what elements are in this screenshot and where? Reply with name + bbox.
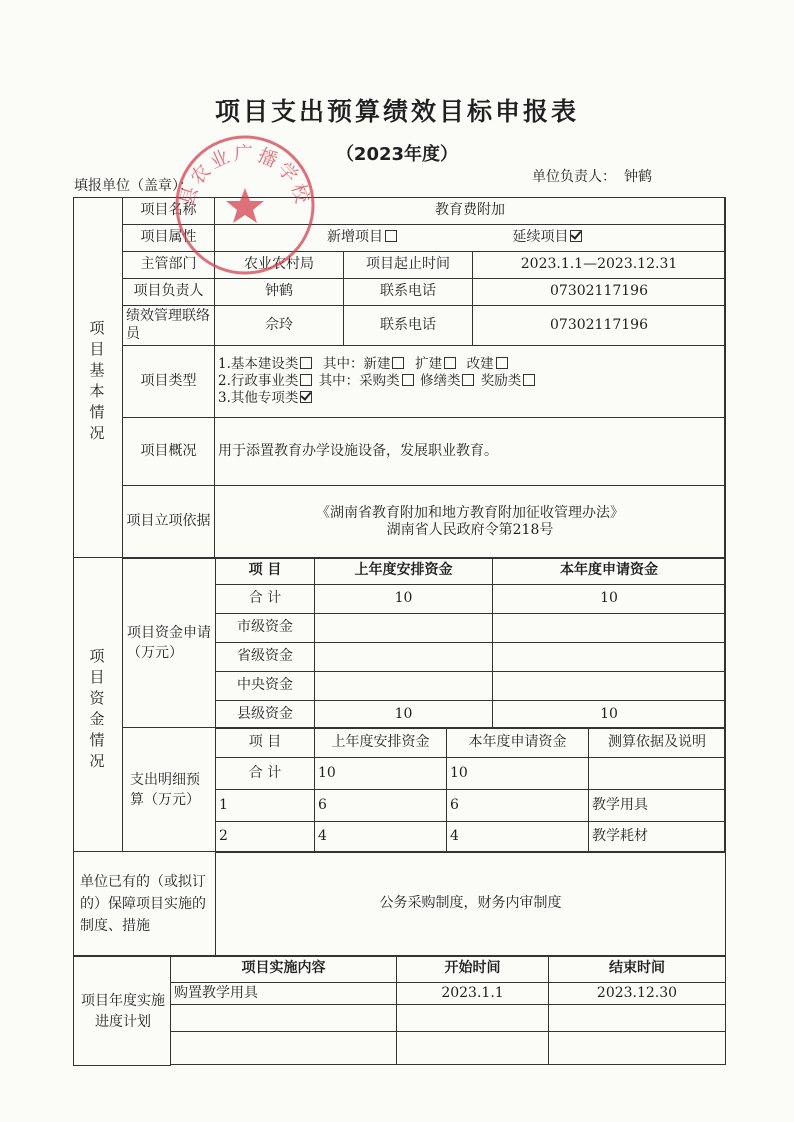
- plan-col-content: 项目实施内容: [171, 956, 397, 983]
- apply-col-last: 上年度安排资金: [315, 558, 493, 585]
- attr-cont-checkbox[interactable]: [570, 230, 582, 242]
- attr-cont-label: 延续项目: [512, 229, 569, 246]
- leader-phone: 07302117196: [473, 279, 726, 306]
- unit-head-name: 钟鹤: [624, 169, 652, 185]
- apply-table: [215, 557, 726, 729]
- type-2-repair-checkbox[interactable]: [462, 374, 474, 386]
- guarantee-label: 单位已有的（或拟订的）保障项目实施的制度、措施: [74, 852, 216, 957]
- attr-new-label: 新增项目: [327, 229, 383, 246]
- unit-head-label: 单位负责人：: [532, 169, 616, 185]
- type-1-new-label: 其中：新建: [322, 356, 391, 373]
- plan-row-end: [549, 1032, 726, 1065]
- type-2-purchase-checkbox[interactable]: [402, 374, 414, 386]
- apply-col-this: 本年度申请资金: [493, 558, 726, 585]
- perf-phone: 07302117196: [473, 306, 726, 346]
- fill-unit-label: 填报单位（盖章）：: [74, 178, 193, 194]
- plan-row-start: [397, 1032, 549, 1065]
- detail-label: 支出明细预算（万元）: [130, 772, 200, 808]
- detail-row-this: 6: [447, 790, 589, 822]
- apply-row-last: [315, 643, 493, 672]
- perf-mgr-value: 佘玲: [215, 306, 344, 346]
- plan-row-content: [171, 1032, 397, 1065]
- type-3-label: 3.其他专项类: [218, 389, 299, 406]
- apply-row-name: 中央资金: [216, 672, 315, 701]
- plan-table: [170, 955, 726, 1065]
- apply-row-this: [493, 672, 726, 701]
- plan-row-content: [171, 1005, 397, 1032]
- type-1-ext-checkbox[interactable]: [444, 357, 456, 369]
- type-2-reward-label: 奖励类: [480, 373, 522, 390]
- plan-row-end: [549, 1005, 726, 1032]
- basis-line-2: 湖南省人民政府令第218号: [386, 522, 554, 538]
- detail-row-note: [589, 758, 726, 790]
- type-1-checkbox[interactable]: [300, 357, 312, 369]
- apply-row-this: [493, 643, 726, 672]
- apply-row-this: [493, 614, 726, 643]
- detail-row-name: 1: [216, 790, 315, 822]
- basic-info-table: [122, 197, 726, 559]
- basis-label: 项目立项依据: [123, 486, 215, 559]
- detail-col-item: 项 目: [216, 728, 315, 758]
- leader-value: 钟鹤: [215, 279, 344, 306]
- plan-row-content: 购置教学用具: [171, 983, 397, 1005]
- type-1-ext-label: 扩建: [415, 356, 443, 373]
- attr-new-option: [218, 229, 508, 247]
- overview-label: 项目概况: [123, 418, 215, 486]
- type-2-repair-label: 修缮类: [419, 373, 461, 390]
- type-1-label: 1.基本建设类: [218, 356, 299, 373]
- detail-row-last: 4: [315, 822, 447, 853]
- plan-row-start: 2023.1.1: [397, 983, 549, 1005]
- type-2-label: 2.行政事业类: [218, 373, 299, 390]
- plan-label: 项目年度实施进度计划: [81, 993, 165, 1030]
- apply-row-this: 10: [493, 585, 726, 614]
- detail-row-this: 10: [447, 758, 589, 790]
- detail-table: [215, 727, 726, 853]
- table-row: [216, 790, 726, 822]
- basic-section-label: 项目基本情况: [89, 319, 105, 442]
- table-row: [216, 585, 726, 614]
- table-row: [171, 983, 726, 1005]
- type-2-purchase-label: 其中：采购类: [318, 373, 400, 390]
- type-2-checkbox[interactable]: [300, 374, 312, 386]
- plan-col-start: 开始时间: [397, 956, 549, 983]
- apply-row-this: 10: [493, 701, 726, 729]
- attribute-label: 项目属性: [123, 225, 215, 252]
- attribute-options: [215, 225, 726, 252]
- type-label: 项目类型: [123, 346, 215, 418]
- table-row: [216, 643, 726, 672]
- detail-row-last: 6: [315, 790, 447, 822]
- detail-col-note: 测算依据及说明: [589, 728, 726, 758]
- detail-row-name: 2: [216, 822, 315, 853]
- detail-row-note: 教学耗材: [589, 822, 726, 853]
- table-row: [216, 758, 726, 790]
- period-label: 项目起止时间: [344, 252, 473, 279]
- report-year: （2023年度）: [335, 144, 459, 165]
- funds-section-label: 项目资金情况: [89, 647, 105, 770]
- guarantee-table: [73, 851, 726, 957]
- attr-cont-option: [512, 229, 584, 245]
- leader-phone-label: 联系电话: [344, 279, 473, 306]
- table-row: [216, 614, 726, 643]
- stamp-text-path: 县农业广播学校: [175, 142, 315, 209]
- table-row: [171, 1032, 726, 1065]
- apply-row-name: 县级资金: [216, 701, 315, 729]
- apply-label: 项目资金申请（万元）: [127, 625, 211, 661]
- unit-head: [532, 166, 652, 186]
- dept-value: 农业农村局: [215, 252, 344, 279]
- overview-value: 用于添置教育办学设施设备，发展职业教育。: [215, 418, 726, 486]
- apply-row-name: 合 计: [216, 585, 315, 614]
- type-2-reward-checkbox[interactable]: [523, 374, 535, 386]
- apply-row-last: 10: [315, 701, 493, 729]
- period-value: 2023.1.1—2023.12.31: [473, 252, 726, 279]
- project-name: 教育费附加: [215, 198, 726, 225]
- apply-row-last: [315, 672, 493, 701]
- page-title: 项目支出预算绩效目标申报表: [214, 97, 579, 126]
- apply-row-last: 10: [315, 585, 493, 614]
- detail-row-name: 合 计: [216, 758, 315, 790]
- project-name-label: 项目名称: [123, 198, 215, 225]
- table-row: [216, 822, 726, 853]
- apply-row-name: 市级资金: [216, 614, 315, 643]
- attr-new-checkbox[interactable]: [385, 230, 397, 242]
- plan-row-end: 2023.12.30: [549, 983, 726, 1005]
- apply-row-name: 省级资金: [216, 643, 315, 672]
- table-row: [216, 672, 726, 701]
- apply-row-last: [315, 614, 493, 643]
- detail-col-last: 上年度安排资金: [315, 728, 447, 758]
- basis-line-1: 《湖南省教育附加和地方教育附加征收管理办法》: [316, 504, 625, 521]
- plan-row-start: [397, 1005, 549, 1032]
- type-1-alt-label: 改建: [466, 356, 494, 373]
- basis-value: [215, 486, 726, 559]
- leader-label: 项目负责人: [123, 279, 215, 306]
- detail-col-this: 本年度申请资金: [447, 728, 589, 758]
- plan-col-end: 结束时间: [549, 956, 726, 983]
- guarantee-content: 公务采购制度，财务内审制度: [216, 852, 726, 957]
- table-row: [171, 1005, 726, 1032]
- perf-mgr-label: 绩效管理联络员: [123, 306, 215, 346]
- detail-row-last: 10: [315, 758, 447, 790]
- detail-row-this: 4: [447, 822, 589, 853]
- table-row: [216, 701, 726, 729]
- type-3-checkbox[interactable]: [300, 391, 312, 403]
- apply-col-item: 项 目: [216, 558, 315, 585]
- type-1-new-checkbox[interactable]: [392, 357, 404, 369]
- perf-phone-label: 联系电话: [344, 306, 473, 346]
- detail-row-note: 教学用具: [589, 790, 726, 822]
- dept-label: 主管部门: [123, 252, 215, 279]
- type-options: [215, 346, 726, 418]
- type-1-alt-checkbox[interactable]: [496, 357, 508, 369]
